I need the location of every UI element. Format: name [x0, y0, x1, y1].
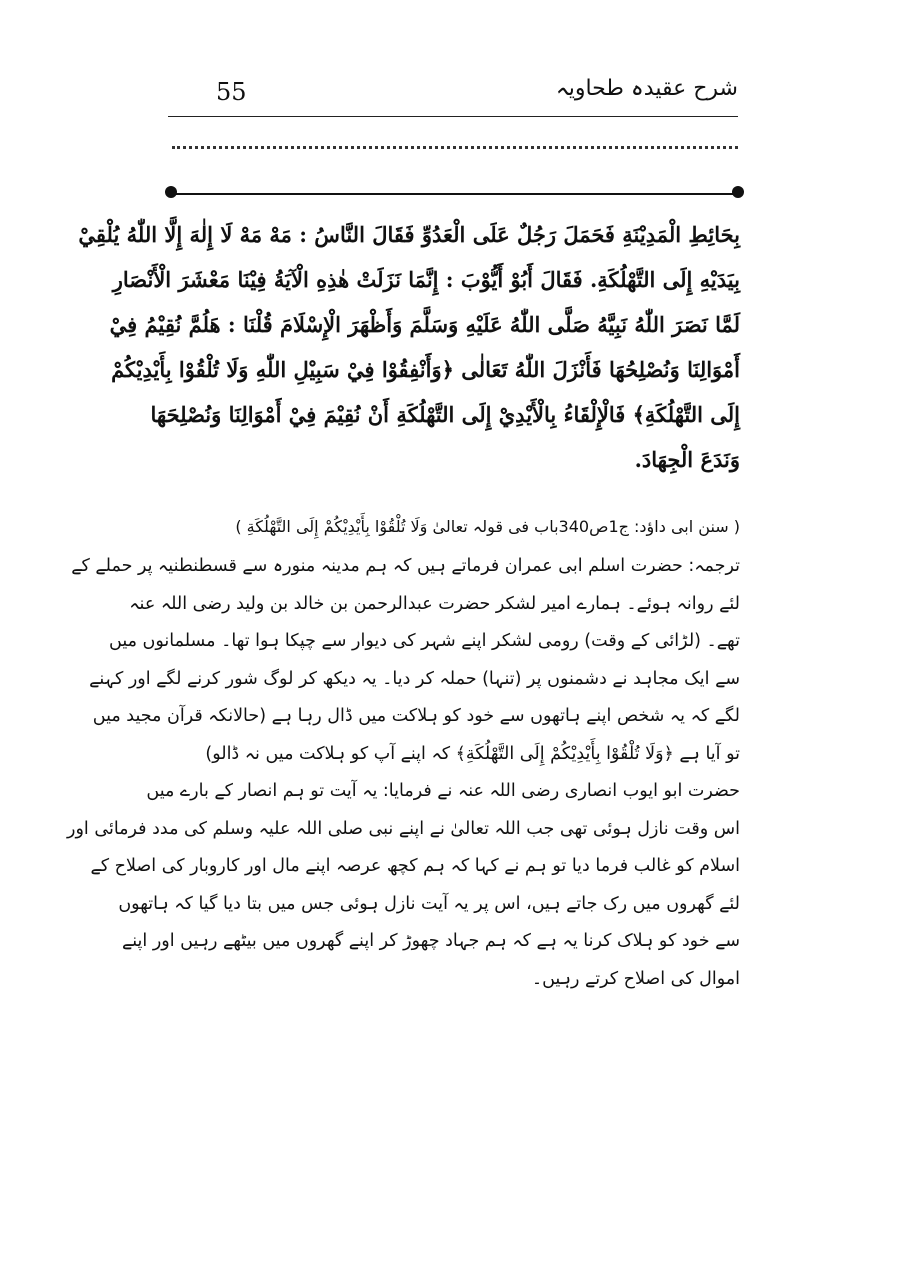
translation-line: تو آیا ہے ﴿وَلَا تُلْقُوْا بِأَيْدِيْكُمْ إِلَى التَّهْلُكَةِ﴾ کہ اپنے آپ کو ہلاکت میں نہ ڈالو): [205, 743, 740, 764]
translation-line: لگے کہ یہ شخص اپنے ہاتھوں سے خود کو ہلاکت میں ڈال رہا ہے (حالانکہ قرآن مجید میں: [92, 706, 740, 726]
translation-line: سے ایک مجاہد نے دشمنوں پر (تنہا) حملہ کر دیا۔ یہ دیکھ کر لوگ شور کرنے لگے اور کہنے: [89, 668, 740, 689]
translation-line: اس وقت نازل ہوئی تھی جب اللہ تعالیٰ نے اپنے نبی صلی اللہ علیہ وسلم کی مدد فرمائی اور: [67, 818, 740, 839]
arabic-line: بِحَائِطِ الْمَدِيْنَةِ فَحَمَلَ رَجُلٌ عَلَى الْعَدُوِّ فَقَالَ النَّاسُ : مَهْ مَهْ لَا إِلٰهَ إِلَّا اللّٰهُ يُلْقِيْ: [78, 222, 740, 247]
arabic-line: لَمَّا نَصَرَ اللّٰهُ نَبِيَّهُ صَلَّى اللّٰهُ عَلَيْهِ وَسَلَّمَ وَأَظْهَرَ الْإِسْلَامَ قُلْنَا : هَلُمَّ نُقِيْمُ فِيْ: [109, 312, 740, 337]
translation-line: لئے گھروں میں رک جاتے ہیں، اس پر یہ آیت نازل ہوئی جس میں بتا دیا گیا کہ ہاتھوں: [118, 893, 740, 914]
page-header: [168, 72, 738, 116]
urdu-translation: [67, 548, 740, 998]
header-rule: [168, 116, 738, 117]
translation-line: ترجمہ: حضرت اسلم ابی عمران فرماتے ہیں کہ ہم مدینہ منورہ سے قسطنطنیہ پر حملے کے: [71, 556, 740, 576]
divider-dot-right: [732, 186, 744, 198]
translation-line: لئے روانہ ہوئے۔ ہمارے امیر لشکر حضرت عبدالرحمن بن خالد بن ولید رضی اللہ عنہ: [129, 593, 740, 614]
translation-line: تھے۔ (لڑائی کے وقت) رومی لشکر اپنے شہر کی دیوار سے چپکا ہوا تھا۔ مسلمانوں میں: [109, 631, 740, 651]
arabic-line: إِلَى التَّهْلُكَةِ﴾ فَالْإِلْقَاءُ بِالْأَيْدِيْ إِلَى التَّهْلُكَةِ أَنْ نُقِيْمَ فِيْ أَمْوَالِنَا وَنُصْلِحَهَا: [150, 402, 740, 427]
translation-line: اسلام کو غالب فرما دیا تو ہم نے کہا کہ ہم کچھ عرصہ اپنے مال اور کاروبار کی اصلاح کے: [90, 856, 740, 876]
source-citation: ( سنن ابی داؤد: ج1ص340باب فی قولہ تعالیٰ وَلَا تُلْقُوْا بِأَيْدِيْكُمْ إِلَى التَّهْلُكَةِ ): [235, 517, 740, 536]
arabic-line: وَنَدَعَ الْجِهَادَ.: [634, 447, 740, 472]
book-title: شرح عقیدہ طحاویہ: [555, 76, 738, 101]
page-number: 55: [216, 78, 247, 106]
translation-line: سے خود کو ہلاک کرنا یہ ہے کہ ہم جہاد چھوڑ کر اپنے گھروں میں بیٹھے رہیں اور اپنے: [122, 931, 740, 951]
arabic-hadith-text: [78, 212, 740, 482]
divider-dot-left: [165, 186, 177, 198]
translation-line: حضرت ابو ایوب انصاری رضی اللہ عنہ نے فرمایا: یہ آیت تو ہم انصار کے بارے میں: [146, 781, 740, 801]
section-divider: [172, 193, 738, 195]
dotted-divider: [172, 146, 738, 149]
arabic-line: بِيَدَيْهِ إِلَى التَّهْلُكَةِ. فَقَالَ أَبُوْ أَيُّوْبَ : إِنَّمَا نَزَلَتْ هٰذِهِ الْآيَةُ فِيْنَا مَعْشَرَ الْأَنْصَارِ: [112, 267, 740, 292]
translation-line: اموال کی اصلاح کرتے رہیں۔: [531, 968, 740, 989]
arabic-line: أَمْوَالِنَا وَنُصْلِحُهَا فَأَنْزَلَ اللّٰهُ تَعَالٰى ﴿وَأَنْفِقُوْا فِيْ سَبِيْلِ اللّٰهِ وَلَا تُلْقُوْا بِأَيْدِيْكُمْ: [111, 357, 740, 382]
